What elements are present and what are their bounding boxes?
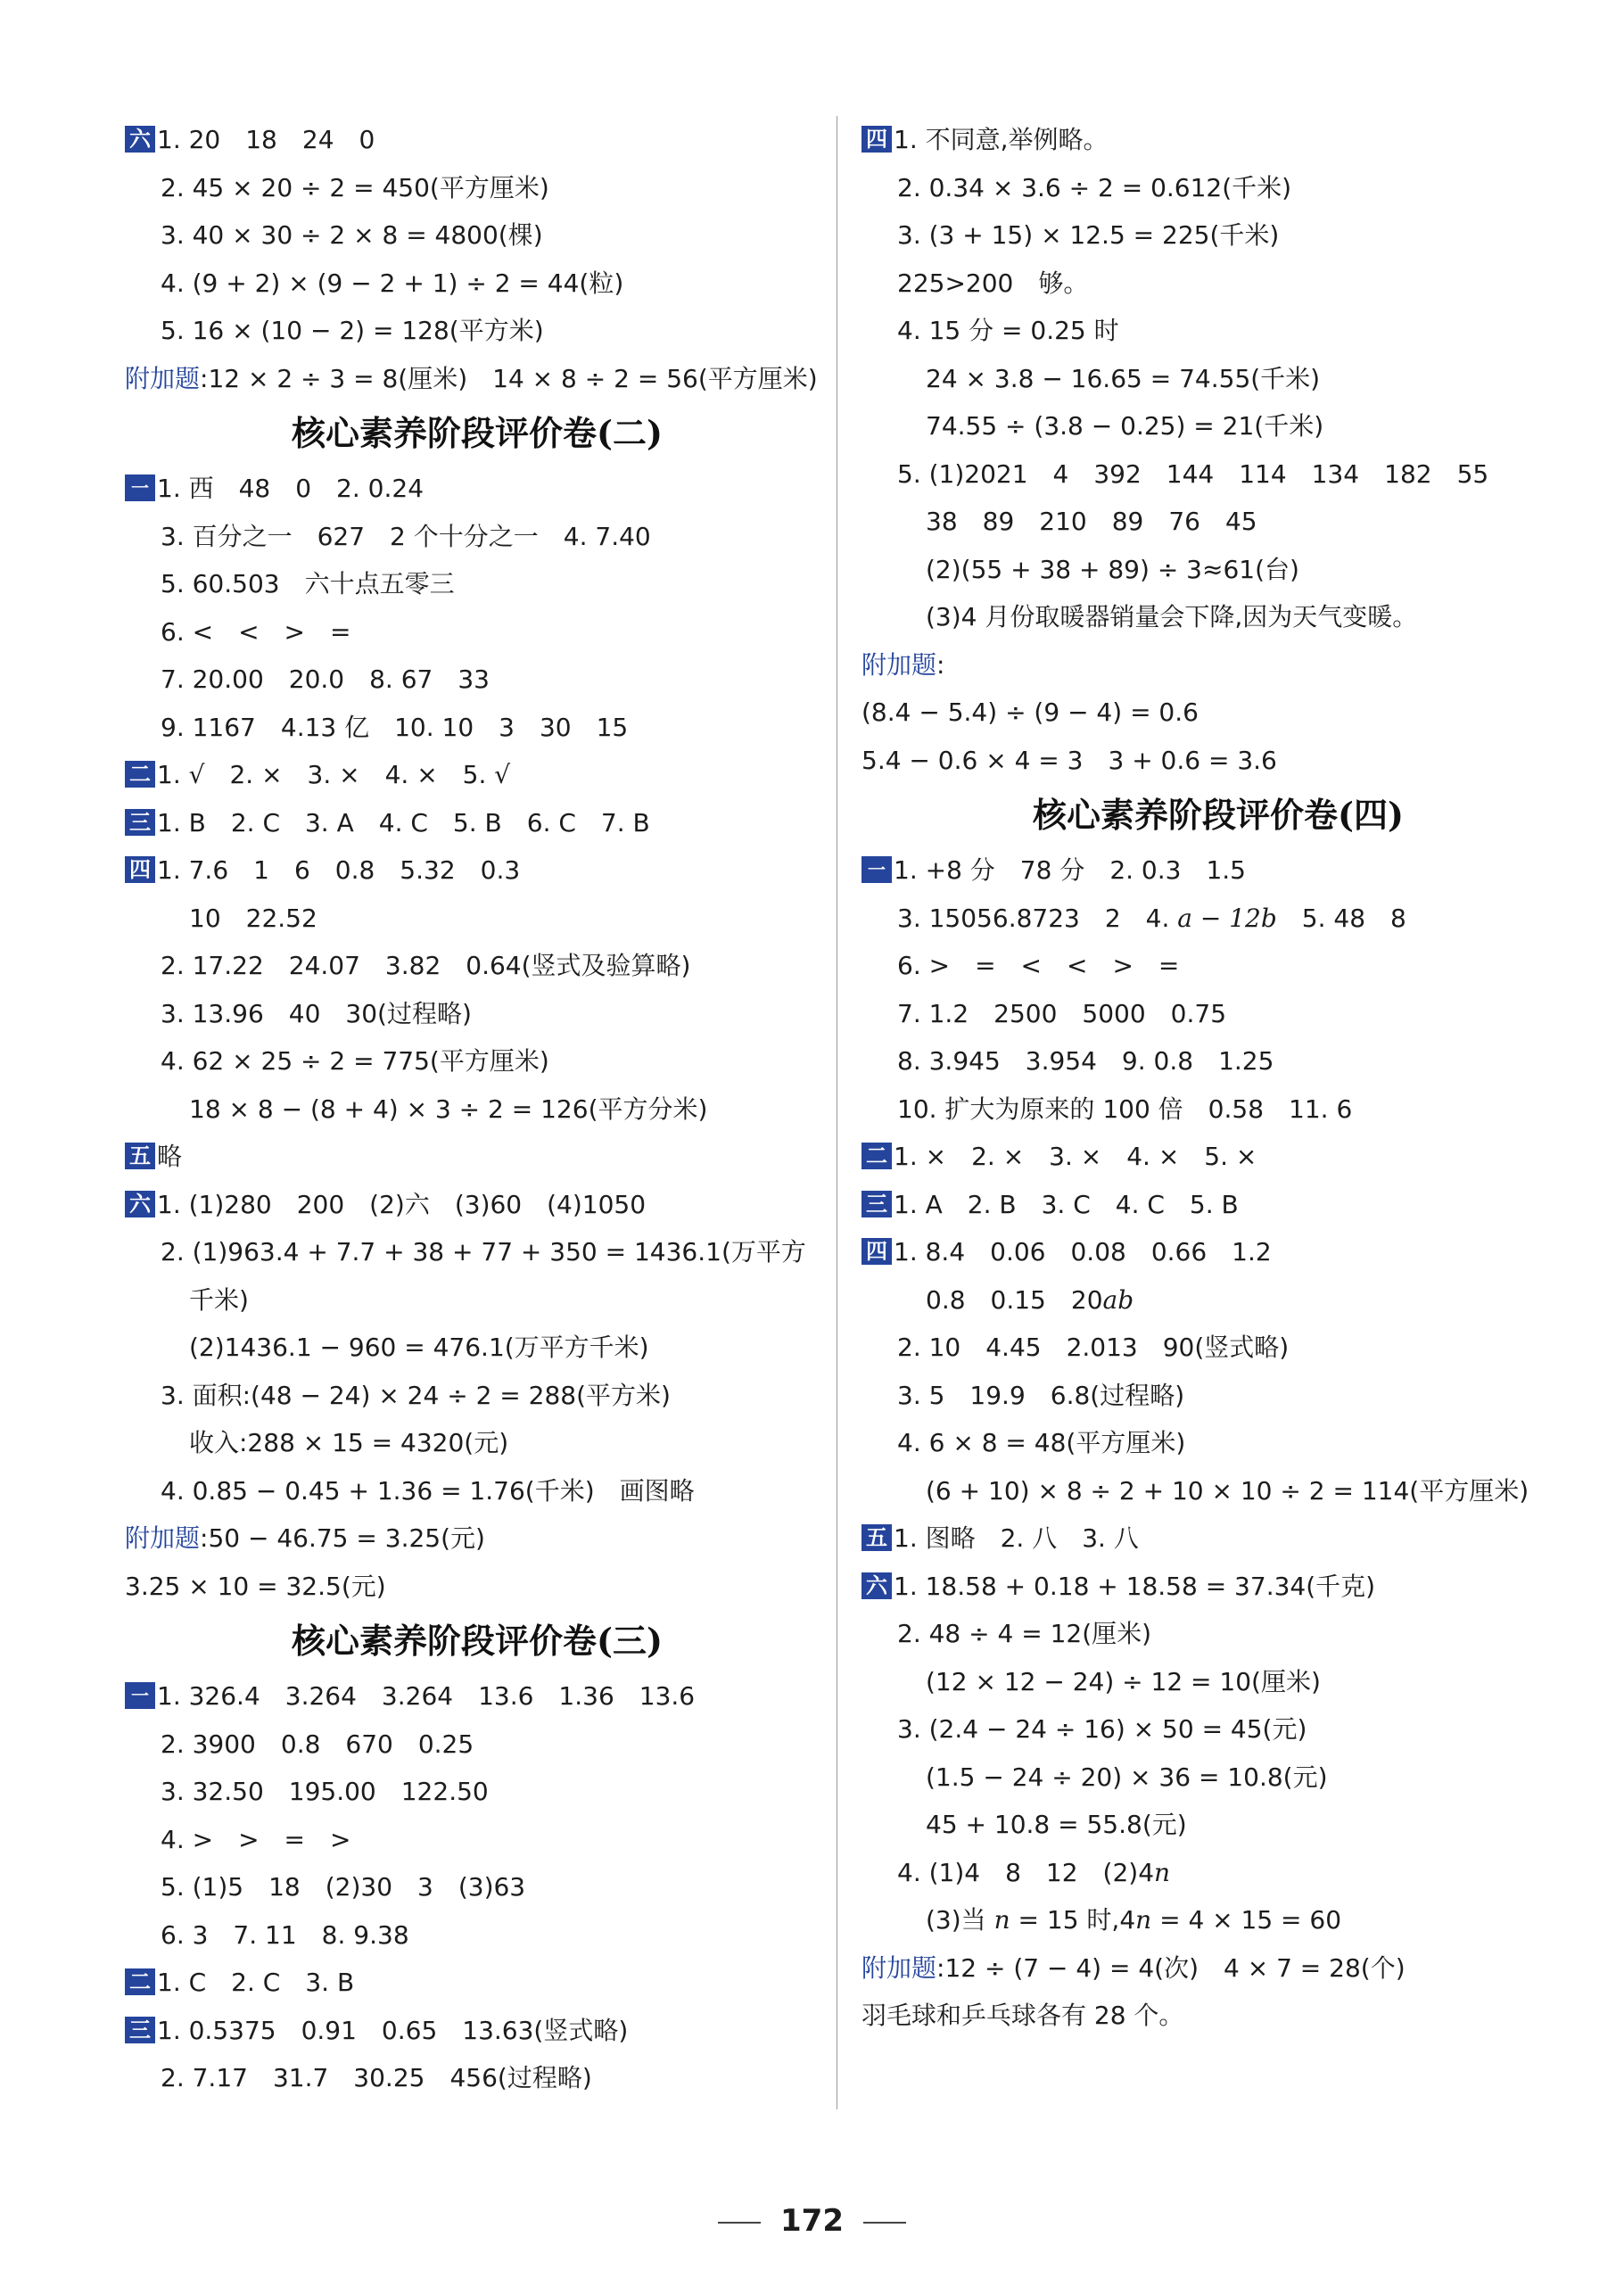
answer-line: 6. < < > =	[161, 616, 351, 647]
bonus-line	[861, 1944, 1575, 1993]
bonus-label: 附加题	[125, 363, 201, 393]
bonus-text: :50 − 46.75 = 3.25(元)	[200, 1523, 485, 1553]
answer-line: 3. 5 19.9 6.8(过程略)	[897, 1380, 1185, 1410]
section-mark: 二	[861, 1143, 892, 1169]
answer-line	[861, 1276, 1575, 1325]
answer-line: 3. 面积:(48 − 24) × 24 ÷ 2 = 288(平方米)	[161, 1380, 671, 1410]
section-mark: 三	[125, 2017, 155, 2043]
answer-line: (6 + 10) × 8 ÷ 2 + 10 × 10 ÷ 2 = 114(平方厘米)	[926, 1475, 1529, 1506]
answer-line	[125, 1959, 829, 2007]
answer-line: 4. 0.85 − 0.45 + 1.36 = 1.76(千米) 画图略	[161, 1475, 695, 1506]
answer-text: 5. 48 8	[1276, 903, 1406, 933]
answer-text: 1. B 2. C 3. A 4. C 5. B 6. C 7. B	[157, 807, 650, 838]
answer-line	[861, 1228, 1575, 1276]
bonus-line	[125, 1514, 829, 1563]
bonus-line: 3.25 × 10 = 32.5(元)	[125, 1571, 386, 1601]
answer-line: 4. 62 × 25 ÷ 2 = 775(平方厘米)	[161, 1046, 549, 1076]
answer-text: 1. 图略 2. 八 3. 八	[894, 1523, 1139, 1553]
answer-line: 7. 20.00 20.0 8. 67 33	[161, 664, 490, 694]
answer-text: 1. 7.6 1 6 0.8 5.32 0.3	[157, 855, 521, 885]
bonus-line: (8.4 − 5.4) ÷ (9 − 4) = 0.6	[861, 697, 1199, 727]
right-column	[861, 116, 1575, 2040]
bonus-line	[861, 641, 1575, 689]
section-mark: 三	[861, 1191, 892, 1217]
answer-expression: a − 12b	[1177, 903, 1277, 933]
answer-line: 45 + 10.8 = 55.8(元)	[926, 1810, 1187, 1839]
answer-line: 8. 3.945 3.954 9. 0.8 1.25	[897, 1046, 1274, 1076]
answer-line: 5. (1)2021 4 392 144 114 134 182 55	[897, 458, 1489, 489]
answer-line: 24 × 3.8 − 16.65 = 74.55(千米)	[926, 363, 1321, 393]
answer-line: 5. 16 × (10 − 2) = 128(平方米)	[161, 316, 544, 345]
answer-line	[125, 1672, 829, 1721]
answer-line	[125, 465, 829, 513]
answer-line: 4. 15 分 = 0.25 时	[897, 316, 1119, 345]
answer-text: 0.8 0.15 20	[926, 1284, 1103, 1315]
answer-line: 4. > > = >	[161, 1824, 351, 1854]
answer-text: 1. A 2. B 3. C 4. C 5. B	[894, 1189, 1239, 1219]
section-title: 核心素养阶段评价卷(四)	[1033, 795, 1404, 835]
answer-line: 3. (2.4 − 24 ÷ 16) × 50 = 45(元)	[897, 1714, 1307, 1744]
answer-line: 收入:288 × 15 = 4320(元)	[189, 1428, 509, 1457]
answer-line	[861, 116, 1575, 164]
section-mark: 一	[125, 1682, 155, 1709]
answer-line: 38 89 210 89 76 45	[926, 507, 1257, 536]
answer-line: 7. 1.2 2500 5000 0.75	[897, 998, 1227, 1028]
answer-text: 3. 15056.8723 2 4.	[897, 903, 1178, 933]
answer-expression: n	[993, 1905, 1010, 1935]
section-title: 核心素养阶段评价卷(二)	[292, 413, 663, 453]
answer-expression: n	[1154, 1857, 1171, 1887]
answer-text: 1. 18.58 + 0.18 + 18.58 = 37.34(千克)	[894, 1571, 1376, 1601]
section-mark: 二	[125, 761, 155, 788]
answer-line: 2. 10 4.45 2.013 90(竖式略)	[897, 1333, 1290, 1362]
bonus-text: :12 × 2 ÷ 3 = 8(厘米) 14 × 8 ÷ 2 = 56(平方厘米)	[200, 363, 818, 393]
answer-text: = 15 时,4	[1010, 1905, 1136, 1935]
answer-line: 2. 17.22 24.07 3.82 0.64(竖式及验算略)	[161, 951, 691, 980]
section-mark: 二	[125, 1968, 155, 1995]
section-mark: 三	[125, 809, 155, 836]
answer-text: 1. +8 分 78 分 2. 0.3 1.5	[894, 855, 1246, 885]
answer-line	[861, 1133, 1575, 1181]
answer-line: 2. (1)963.4 + 7.7 + 38 + 77 + 350 = 1436.1(万平方	[161, 1237, 806, 1267]
answer-line: 5. 60.503 六十点五零三	[161, 569, 455, 598]
answer-line	[861, 1181, 1575, 1229]
section-mark: 五	[125, 1143, 155, 1169]
page-number: 172	[780, 2203, 844, 2239]
answer-line: 9. 1167 4.13 亿 10. 10 3 30 15	[161, 712, 629, 742]
answer-line: (1.5 − 24 ÷ 20) × 36 = 10.8(元)	[926, 1762, 1328, 1792]
answer-text: 1. 西 48 0 2. 0.24	[157, 474, 425, 503]
bonus-label: 附加题	[861, 1952, 937, 1983]
answer-line: 3. 40 × 30 ÷ 2 × 8 = 4800(棵)	[161, 220, 543, 250]
section-mark: 一	[861, 856, 892, 883]
answer-line: 2. 0.34 × 3.6 ÷ 2 = 0.612(千米)	[897, 172, 1292, 202]
answer-expression: ab	[1102, 1284, 1134, 1315]
bonus-line: 羽毛球和乒乓球各有 28 个。	[861, 2001, 1184, 2030]
answer-text: 1. × 2. × 3. × 4. × 5. ×	[894, 1142, 1257, 1171]
bonus-line	[125, 355, 829, 403]
answer-line: 2. 48 ÷ 4 = 12(厘米)	[897, 1619, 1152, 1648]
answer-line: (3)4 月份取暖器销量会下降,因为天气变暖。	[926, 602, 1418, 631]
answer-text: 1. 20 18 24 0	[157, 125, 375, 154]
answer-line	[861, 1563, 1575, 1611]
answer-line: 10 22.52	[189, 903, 317, 933]
answer-line: (12 × 12 − 24) ÷ 12 = 10(厘米)	[926, 1666, 1321, 1696]
answer-line: 18 × 8 − (8 + 4) × 3 ÷ 2 = 126(平方分米)	[189, 1093, 708, 1124]
answer-line: 6. 3 7. 11 8. 9.38	[161, 1919, 409, 1950]
answer-line: (2)1436.1 − 960 = 476.1(万平方千米)	[189, 1333, 649, 1362]
answer-line: 3. (3 + 15) × 12.5 = 225(千米)	[897, 220, 1280, 250]
answer-line: 千米)	[189, 1284, 249, 1315]
answer-text: 4. (1)4 8 12 (2)4	[897, 1857, 1155, 1887]
answer-line: 3. 32.50 195.00 122.50	[161, 1777, 489, 1806]
answer-line	[861, 846, 1575, 895]
answer-line: (2)(55 + 38 + 89) ÷ 3≈61(台)	[926, 554, 1299, 584]
answer-text: (3)当	[926, 1905, 994, 1935]
answer-line	[125, 2007, 829, 2055]
answer-line: 6. > = < < > =	[897, 951, 1180, 980]
bonus-text: :	[936, 649, 945, 680]
bonus-label: 附加题	[861, 649, 937, 680]
answer-expression: n	[1135, 1905, 1152, 1935]
section-mark: 六	[125, 1191, 155, 1217]
answer-line: 2. 3900 0.8 670 0.25	[161, 1729, 474, 1759]
answer-line: 74.55 ÷ (3.8 − 0.25) = 21(千米)	[926, 411, 1324, 441]
section-mark: 四	[125, 856, 155, 883]
answer-line	[861, 1514, 1575, 1563]
page-footer	[0, 2199, 1624, 2242]
answer-text: 1. (1)280 200 (2)六 (3)60 (4)1050	[157, 1189, 647, 1219]
footer-rule	[718, 2222, 761, 2224]
answer-line	[861, 1849, 1575, 1897]
section-title: 核心素养阶段评价卷(三)	[292, 1621, 663, 1661]
bonus-line: 5.4 − 0.6 × 4 = 3 3 + 0.6 = 3.6	[861, 745, 1277, 775]
answer-text: 1. C 2. C 3. B	[157, 1968, 355, 1997]
answer-text: = 4 × 15 = 60	[1151, 1905, 1342, 1935]
answer-line	[125, 1181, 829, 1229]
answer-line: 4. 6 × 8 = 48(平方厘米)	[897, 1428, 1186, 1457]
answer-line: 3. 百分之一 627 2 个十分之一 4. 7.40	[161, 521, 651, 551]
bonus-text: :12 ÷ (7 − 4) = 4(次) 4 × 7 = 28(个)	[936, 1952, 1406, 1983]
answer-line	[125, 116, 829, 164]
answer-line: 4. (9 + 2) × (9 − 2 + 1) ÷ 2 = 44(粒)	[161, 268, 624, 298]
answer-line	[861, 895, 1575, 943]
answer-text: 1. 326.4 3.264 3.264 13.6 1.36 13.6	[157, 1681, 696, 1711]
answer-text: 1. 不同意,举例略。	[894, 125, 1109, 154]
answer-line: 5. (1)5 18 (2)30 3 (3)63	[161, 1872, 526, 1902]
footer-rule	[863, 2222, 906, 2224]
answer-line	[861, 1896, 1575, 1944]
answer-line: 3. 13.96 40 30(过程略)	[161, 998, 472, 1028]
answer-line	[125, 751, 829, 799]
answer-text: 1. 8.4 0.06 0.08 0.66 1.2	[894, 1237, 1272, 1267]
section-mark: 六	[125, 126, 155, 153]
left-column	[125, 116, 829, 2102]
section-mark: 四	[861, 1238, 892, 1265]
answer-line: 225>200 够。	[897, 268, 1089, 298]
answer-line	[125, 1133, 829, 1181]
section-mark: 六	[861, 1572, 892, 1599]
answer-line: 2. 7.17 31.7 30.25 456(过程略)	[161, 2063, 592, 2092]
section-mark: 一	[125, 475, 155, 501]
answer-text: 略	[157, 1142, 183, 1171]
answer-line	[125, 846, 829, 895]
answer-line: 2. 45 × 20 ÷ 2 = 450(平方厘米)	[161, 172, 549, 202]
answer-line: 10. 扩大为原来的 100 倍 0.58 11. 6	[897, 1093, 1353, 1124]
bonus-label: 附加题	[125, 1523, 201, 1553]
section-mark: 五	[861, 1524, 892, 1551]
answer-text: 1. 0.5375 0.91 0.65 13.63(竖式略)	[157, 2015, 629, 2045]
section-mark: 四	[861, 126, 892, 153]
answer-text: 1. √ 2. × 3. × 4. × 5. √	[157, 760, 511, 789]
answer-line	[125, 799, 829, 847]
